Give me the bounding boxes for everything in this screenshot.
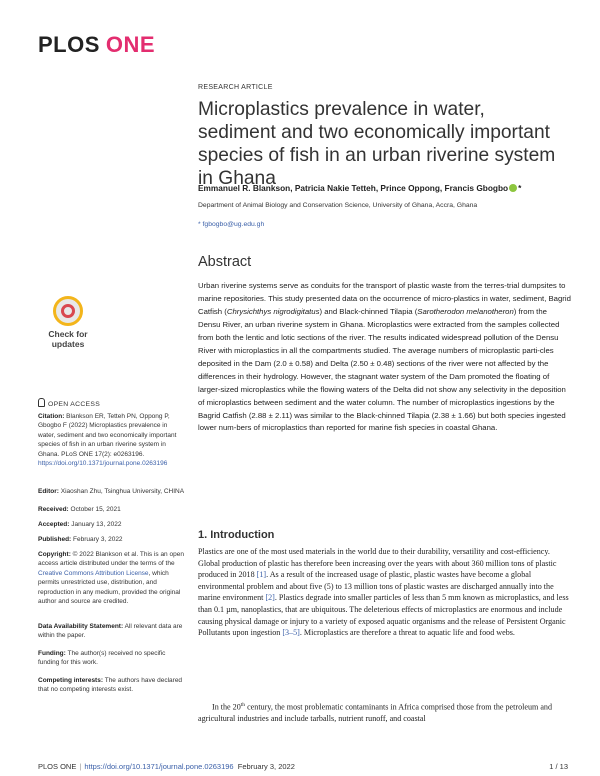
received-block bbox=[38, 505, 186, 514]
open-access-label bbox=[38, 398, 100, 408]
open-access-text: OPEN ACCESS bbox=[48, 401, 101, 408]
data-availability-block bbox=[38, 622, 186, 641]
copyright-text: , which permits unrestricted use, distribution, and reproduction in any medium, provided the original author and source are credited. bbox=[38, 569, 181, 606]
reference-link[interactable]: [2] bbox=[265, 593, 275, 603]
intro-text: . Microplastics are therefore a threat to aquatic life and food webs. bbox=[299, 628, 515, 638]
author-names: Emmanuel R. Blankson, Patricia Nakie Tetteh, Prince Oppong, Francis Gbogbo bbox=[198, 183, 509, 193]
received-label: Received: bbox=[38, 506, 69, 513]
footer-doi-link[interactable]: https://doi.org/10.1371/journal.pone.0263196 bbox=[84, 762, 234, 771]
affiliation: Department of Animal Biology and Conservation Science, University of Ghana, Accra, Ghana bbox=[198, 202, 478, 209]
abstract-part: ) from the Densu River, an urban riverine system in Ghana. Microplastics were extracted from the samples collected from both the lentic and lotic sections of the river. The results indicated widespread pollution of the Densu River with microplastics in all the compartments studied. The average numbers of microplastic parti-cles deposited in the Dam (2.0 ± 0.58) and Delta (2.50 ± 0.48) sections of the river were not affected by the differences in their hydrology. However, the stagnant water system of the Dam promoted the floating of larger-sized microplastics while the flowing waters of the Delta did not show any selectivity in the deposition of microplastics between sediment and the water column. The number of microplastics ingestions by the Bagrid Catfish (2.88 ± 2.11) was similar to the Black-chinned Tilapia (2.38 ± 1.66) but both species ingested lower num-bers of microplastics than reported for marine fish species in coastal Ghana. bbox=[198, 306, 566, 433]
intro-text: century, the most problematic contaminants in Africa comprised those from the petroleum and agricultural industries and include tarballs, nutrient runoff, and coastal bbox=[198, 702, 553, 724]
citation-text: Blankson ER, Tetteh PN, Oppong P, Gbogbo F (2022) Microplastics prevalence in water, sediment and two economically important species of fish in an urban riverine system in Ghana. PLoS ONE 17(2): e0263196. bbox=[38, 413, 177, 458]
check-updates-line2: updates bbox=[51, 339, 85, 349]
open-lock-icon bbox=[38, 398, 45, 407]
check-for-updates-badge[interactable] bbox=[38, 296, 98, 358]
reference-link[interactable]: [1] bbox=[256, 570, 267, 580]
editor-label: Editor: bbox=[38, 488, 59, 495]
logo-plos: PLOS bbox=[38, 32, 100, 57]
abstract-part: ) and Black-chinned Tilapia ( bbox=[319, 306, 418, 316]
article-title: Microplastics prevalence in water, sediment and two economically important species of fish in an urban riverine system in Ghana bbox=[198, 99, 556, 189]
competing-interests-block bbox=[38, 676, 186, 695]
intro-text: . As a result of the increased usage of plastic, plastic wastes have become a global environmental problem and about five (5) to 13 million tons of plastic wastes are discharged annually into the marine environment bbox=[198, 570, 554, 603]
logo-one: ONE bbox=[105, 32, 156, 57]
abstract-body bbox=[198, 280, 571, 435]
footer-journal: PLOS ONE bbox=[38, 762, 77, 771]
corresponding-email[interactable]: * fgbogbo@ug.edu.gh bbox=[198, 221, 265, 228]
superscript: th bbox=[240, 702, 246, 708]
reference-link[interactable]: [3–5] bbox=[282, 628, 300, 638]
funding-text: The author(s) received no specific funding for this work. bbox=[38, 650, 166, 667]
citation-doi-link[interactable]: https://doi.org/10.1371/journal.pone.0263196 bbox=[38, 460, 168, 468]
published-label: Published: bbox=[38, 536, 72, 543]
abstract-part: Urban riverine systems serve as conduits for the transport of plastic waste from the terres-trial dumpsites to marine repositories. This study presented data on the occurrence of micro-plastics in water, sediment, Bagrid Catfish ( bbox=[198, 281, 571, 316]
intro-text: In the 20 bbox=[212, 702, 241, 712]
footer-date: February 3, 2022 bbox=[237, 762, 295, 771]
check-updates-icon bbox=[53, 296, 83, 326]
footer-separator: | bbox=[79, 762, 82, 771]
check-updates-label bbox=[38, 329, 98, 349]
accepted-block bbox=[38, 520, 186, 529]
species-name: Chrysichthys nigrodigitatus bbox=[226, 306, 320, 316]
editor-text: Xiaoshan Zhu, Tsinghua University, CHINA bbox=[60, 488, 185, 495]
author-list bbox=[198, 183, 578, 193]
copyright-block bbox=[38, 550, 186, 606]
data-text: All relevant data are within the paper. bbox=[38, 623, 183, 640]
citation-label: Citation: bbox=[38, 413, 65, 420]
accepted-date: January 13, 2022 bbox=[71, 521, 122, 528]
published-date: February 3, 2022 bbox=[73, 536, 123, 543]
bookmark-icon bbox=[61, 304, 75, 318]
accepted-label: Accepted: bbox=[38, 521, 70, 528]
intro-paragraph bbox=[198, 546, 570, 639]
species-name: Sarotherodon melanotheron bbox=[417, 306, 514, 316]
funding-block bbox=[38, 649, 186, 668]
abstract-heading: Abstract bbox=[198, 254, 252, 270]
competing-text: The authors have declared that no competing interests exist. bbox=[38, 677, 183, 694]
citation-block bbox=[38, 412, 186, 468]
check-updates-line1: Check for bbox=[48, 329, 88, 339]
received-date: October 15, 2021 bbox=[70, 506, 121, 513]
data-label: Data Availability Statement: bbox=[38, 623, 124, 630]
published-block bbox=[38, 535, 186, 544]
corresponding-mark: * bbox=[518, 183, 522, 193]
intro-paragraph bbox=[198, 700, 570, 725]
copyright-text: © 2022 Blankson et al. This is an open access article distributed under the terms of the bbox=[38, 551, 184, 568]
page-footer bbox=[38, 762, 568, 771]
orcid-icon[interactable] bbox=[509, 184, 517, 192]
editor-block bbox=[38, 487, 186, 496]
section-heading-introduction: 1. Introduction bbox=[198, 529, 275, 541]
page-number: 1 / 13 bbox=[549, 762, 568, 771]
copyright-label: Copyright: bbox=[38, 551, 71, 558]
journal-logo[interactable] bbox=[38, 32, 155, 58]
intro-text: Plastics are one of the most used materials in the world due to their durability, versatility and cost-efficiency. Global production of plastic has therefore been increasing over the years with about 360 million tons of plastic produced in 2018 bbox=[198, 547, 557, 580]
intro-text: . Plastics degrade into smaller particles of less than 5 mm known as microplastics, and less than 0.1 µm, nanoplastics, that are ubiquitous. The deleterious effects of microplastics are enormous and include causing physical damage or injury to a variety of exposed aquatic organisms and the release of Persistent Organic Pollutants upon ingestion bbox=[198, 593, 569, 638]
funding-label: Funding: bbox=[38, 650, 66, 657]
competing-label: Competing interests: bbox=[38, 677, 104, 684]
license-link[interactable]: Creative Commons Attribution License bbox=[38, 569, 149, 577]
article-type: RESEARCH ARTICLE bbox=[198, 84, 273, 91]
